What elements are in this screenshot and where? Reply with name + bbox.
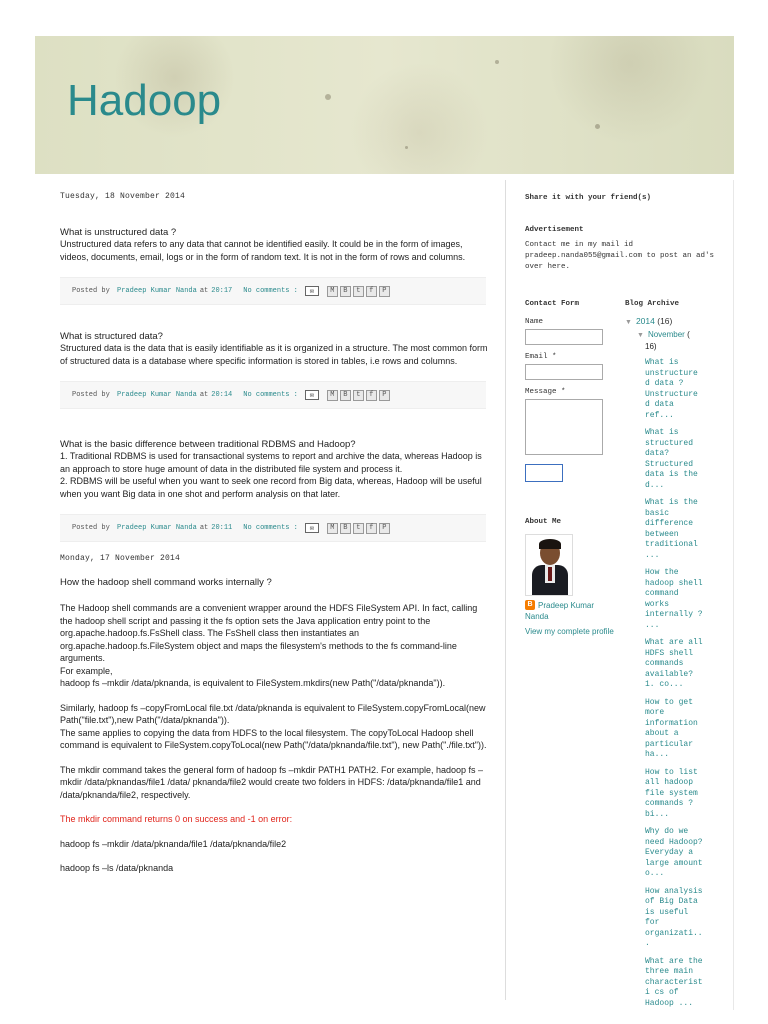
- post-paragraph: Similarly, hadoop fs –copyFromLocal file.txt /data/pknanda is equivalent to FileSystem.copyFromLocal(new Path("file.txt"),new Path("/data/pknanda")).: [60, 702, 486, 725]
- post-paragraph: The same applies to copying the data from HDFS to the local filesystem. The copyToLocal Hadoop shell command is equivalent to FileSystem.copyToLocal(new Path("/data/pknanda/file.txt"), new Path("./file.txt")).: [60, 727, 487, 750]
- avatar-tie: [548, 567, 552, 581]
- archive-post-link[interactable]: How analysis of Big Data is useful for organizati...: [645, 886, 703, 948]
- post: [60, 577, 490, 875]
- pinterest-share-icon[interactable]: P: [379, 390, 390, 401]
- year-count: (16): [657, 316, 673, 326]
- message-label: Message *: [525, 388, 566, 396]
- archive-post-link[interactable]: Why do we need Hadoop? Everyday a large amount o...: [645, 827, 703, 878]
- post-title[interactable]: What is unstructured data ?: [60, 227, 177, 238]
- blogger-icon: B: [525, 600, 535, 610]
- month-count: 16): [645, 342, 657, 351]
- author-link[interactable]: Pradeep Kumar Nanda: [117, 524, 197, 532]
- month-link[interactable]: November: [647, 330, 685, 339]
- author-link[interactable]: Pradeep Kumar Nanda: [117, 287, 197, 295]
- email-field[interactable]: [525, 364, 603, 380]
- post-body: 2. RDBMS will be useful when you want to seek one record from Big data, whereas, Hadoop will be useful when you want Big data in one shot and perform analysis on that later.: [60, 476, 482, 499]
- gmail-share-icon[interactable]: M: [327, 286, 338, 297]
- post-body: Structured data is the data that is easily identifiable as it is organized in a structure. The most common form of structured data is a database where specific information is stored in tables, i.e rows and columns.: [60, 343, 488, 366]
- email-post-icon[interactable]: ✉: [305, 286, 319, 296]
- author-name[interactable]: Pradeep Kumar Nanda: [525, 601, 595, 621]
- comments-link[interactable]: No comments :: [243, 524, 298, 532]
- archive-post-link[interactable]: What is structured data? Structured data is the d...: [645, 428, 698, 490]
- comments-link[interactable]: No comments :: [243, 391, 298, 399]
- expand-triangle-icon[interactable]: ▼: [625, 319, 632, 326]
- share-buttons: [327, 390, 390, 401]
- email-label: Email *: [525, 353, 557, 361]
- author-profile-name[interactable]: [525, 600, 615, 622]
- post-date: Tuesday, 18 November 2014: [60, 192, 186, 201]
- post-highlight: The mkdir command returns 0 on success and -1 on error:: [60, 814, 293, 824]
- facebook-share-icon[interactable]: f: [366, 286, 377, 297]
- post-time-link[interactable]: 20:11: [211, 524, 233, 532]
- at-label: at: [199, 287, 209, 295]
- archive-post-link[interactable]: What is the basic difference between traditional ...: [645, 498, 698, 560]
- avatar-hair: [539, 539, 561, 549]
- email-post-icon[interactable]: ✉: [305, 390, 319, 400]
- name-field[interactable]: [525, 329, 603, 345]
- blog-this-icon[interactable]: B: [340, 390, 351, 401]
- post-command: hadoop fs –mkdir /data/pknanda/file1 /data/pknanda/file2: [60, 838, 287, 849]
- gmail-share-icon[interactable]: M: [327, 390, 338, 401]
- post-title[interactable]: What is the basic difference between traditional RDBMS and Hadoop?: [60, 439, 356, 450]
- posted-by-label: Posted by: [72, 524, 110, 532]
- post-date: Monday, 17 November 2014: [60, 554, 181, 563]
- header-texture: [325, 94, 331, 100]
- page-edge: [733, 180, 734, 1010]
- post-command: hadoop fs –ls /data/pknanda: [60, 863, 174, 873]
- author-link[interactable]: Pradeep Kumar Nanda: [117, 391, 197, 399]
- archive-post-link[interactable]: How the hadoop shell command works internally ? ...: [645, 568, 703, 630]
- post-paragraph: The mkdir command takes the general form of hadoop fs –mkdir PATH1 PATH2. For example, hadoop fs –mkdir /data/pknandas/file1 /data/ pknanda/file2 would create two folders in HDFS: /data/pknanda/file1 and /data/pknanda/file2, respectively.: [60, 764, 484, 800]
- archive-post-link[interactable]: How to list all hadoop file system commands ? bi...: [645, 767, 698, 819]
- about-heading: About Me: [525, 518, 562, 526]
- header-texture: [595, 124, 600, 129]
- archive-year[interactable]: [625, 316, 730, 326]
- header-texture: [495, 60, 499, 64]
- blog-header: [35, 36, 734, 174]
- archive-month[interactable]: [637, 329, 730, 352]
- blog-this-icon[interactable]: B: [340, 523, 351, 534]
- post-paragraph: The Hadoop shell commands are a convenient wrapper around the HDFS FileSystem API. In fact, calling the hadoop shell script and passing it the fs option sets the Java application entry point to the org.apache.hadoop.fs.FsShell class. The FsShell class then instantiates an org.apache.hadoop.fs.FileSystem object and maps the filesystem's methods to the fs command-line arguments.: [60, 603, 478, 663]
- comments-link[interactable]: No comments :: [243, 287, 298, 295]
- ad-heading: Advertisement: [525, 226, 584, 234]
- view-profile-link[interactable]: View my complete profile: [525, 627, 614, 636]
- post: [60, 439, 490, 500]
- post: [60, 331, 490, 367]
- at-label: at: [199, 391, 209, 399]
- header-texture: [405, 146, 408, 149]
- archive-post-link[interactable]: How to get more information about a particular ha...: [645, 697, 698, 759]
- post-time-link[interactable]: 20:17: [211, 287, 233, 295]
- email-post-icon[interactable]: ✉: [305, 523, 319, 533]
- post-title[interactable]: How the hadoop shell command works internally ?: [60, 577, 272, 588]
- post-paragraph: For example,: [60, 665, 113, 676]
- archive-post-link[interactable]: What is unstructure d data ? Unstructure d data ref...: [645, 358, 698, 420]
- archive-post-list: [645, 358, 730, 1009]
- archive-heading: Blog Archive: [625, 300, 680, 308]
- name-label: Name: [525, 318, 544, 326]
- message-field[interactable]: [525, 399, 603, 455]
- contact-form: [525, 300, 610, 482]
- facebook-share-icon[interactable]: f: [366, 390, 377, 401]
- post-footer: [60, 381, 486, 409]
- post-footer: [60, 514, 486, 542]
- sidebar-top: [525, 186, 730, 273]
- blog-title[interactable]: Hadoop: [67, 76, 222, 125]
- post-time-link[interactable]: 20:14: [211, 391, 233, 399]
- posted-by-label: Posted by: [72, 391, 110, 399]
- share-buttons: [327, 286, 390, 297]
- share-buttons: [327, 523, 390, 534]
- at-label: at: [199, 524, 209, 532]
- archive-post-link[interactable]: What are all HDFS shell commands available? 1. co...: [645, 638, 703, 689]
- posted-by-label: Posted by: [72, 287, 110, 295]
- post-footer: [60, 277, 486, 305]
- share-heading: Share it with your friend(s): [525, 194, 652, 202]
- blog-archive: [625, 300, 730, 1016]
- send-button[interactable]: [525, 464, 563, 482]
- post-paragraph: hadoop fs –mkdir /data/pknanda, is equivalent to FileSystem.mkdirs(new Path("/data/pknanda")).: [60, 678, 446, 688]
- blog-this-icon[interactable]: B: [340, 286, 351, 297]
- month-open: (: [687, 330, 690, 339]
- column-divider: [505, 180, 506, 1000]
- twitter-share-icon[interactable]: t: [353, 286, 364, 297]
- pinterest-share-icon[interactable]: P: [379, 286, 390, 297]
- post-body: Unstructured data refers to any data that cannot be identified easily. It could be in the form of images, videos, documents, email, logs or in the form of random text. It is not in the form of rows and columns.: [60, 239, 466, 262]
- avatar[interactable]: [525, 534, 573, 596]
- twitter-share-icon[interactable]: t: [353, 390, 364, 401]
- gmail-share-icon[interactable]: M: [327, 523, 338, 534]
- twitter-share-icon[interactable]: t: [353, 523, 364, 534]
- expand-triangle-icon[interactable]: ▼: [637, 332, 644, 339]
- post-body: 1. Traditional RDBMS is used for transactional systems to report and archive the data, whereas Hadoop is an approach to store huge amount of data in the distributed file system and process it.: [60, 451, 482, 474]
- main-column: [60, 186, 490, 1024]
- post-title[interactable]: What is structured data?: [60, 331, 163, 342]
- facebook-share-icon[interactable]: f: [366, 523, 377, 534]
- about-me: [525, 518, 615, 637]
- pinterest-share-icon[interactable]: P: [379, 523, 390, 534]
- contact-heading: Contact Form: [525, 300, 580, 308]
- ad-text: Contact me in my mail id pradeep.nanda055@gmail.com to post an ad's over here.: [525, 241, 715, 271]
- year-link[interactable]: 2014: [635, 316, 655, 326]
- archive-post-link[interactable]: What are the three main characteristi cs of Hadoop ...: [645, 956, 703, 1008]
- post: [60, 227, 490, 263]
